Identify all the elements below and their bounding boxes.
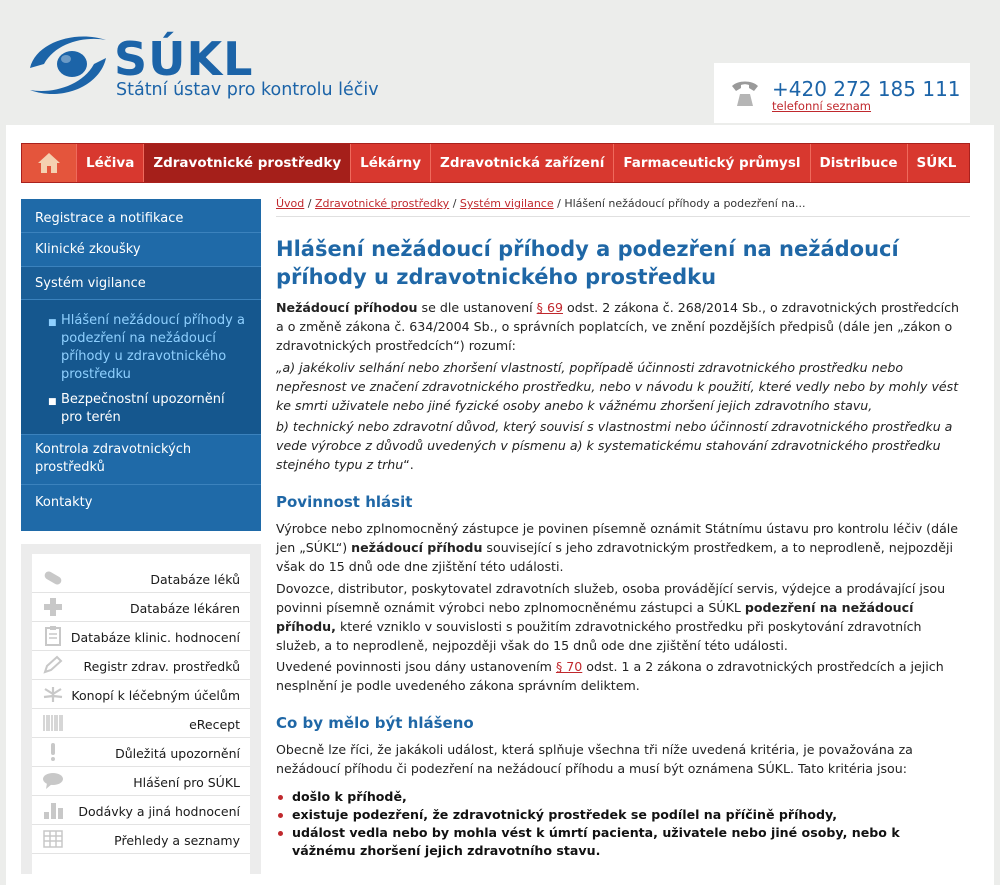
quick-link-databaze-klinic-hodnoceni[interactable]: Databáze klinic. hodnocení [32, 621, 250, 651]
article [276, 197, 970, 858]
breadcrumb: Úvod / Zdravotnické prostředky / Systém vigilance / Hlášení nežádoucí příhody a podezření na... [276, 197, 970, 217]
phone-number: +420 272 185 111 [772, 77, 961, 101]
nav-item-farmaceuticky-prumysl[interactable]: Farmaceutický průmysl [613, 144, 809, 182]
sidebar-subitem-hlaseni[interactable]: ■ Hlášení nežádoucí příhody a podezření na nežádoucí příhody u zdravotnického prostředku [21, 300, 261, 385]
pill-icon [42, 568, 64, 588]
section-heading-povinnost: Povinnost hlásit [276, 493, 413, 511]
quick-link-databaze-leku[interactable]: Databáze léků [32, 563, 250, 593]
cannabis-leaf-icon [42, 684, 64, 704]
nav-item-leciva[interactable]: Léčiva [76, 144, 143, 182]
quick-link-konopi[interactable]: Konopí k léčebným účelům [32, 679, 250, 709]
definition-quote-b: b) technický nebo zdravotní důvod, který souvisí s vlastnostmi nebo účinností zdravotnického prostředku a vede výrobce z důvodů uvedených v písmenu a) k systematickému stahování zdravotnického prostředku stejného typu z trhu“. [276, 419, 953, 472]
logo-name: SÚKL [114, 32, 254, 86]
sidebar-item-kontrola[interactable]: Kontrola zdravotnických prostředků [21, 435, 261, 485]
quick-link-registr-zdrav-prostredku[interactable]: Registr zdrav. prostředků [32, 650, 250, 680]
sidebar-subitem-label: Bezpečnostní upozornění pro terén [61, 392, 225, 425]
duty-paragraph-2: Dovozce, distributor, poskytovatel zdravotních služeb, osoba provádějící servis, výdejce a prodávající jsou povinni písemně oznámit výrobci nebo zplnomocněnému zástupci a SÚKL podezření na nežádoucí příhodu, které vzniklo v souvislosti s použitím zdravotnického prostředku při poskytování zdravotních služeb, a to neprodleně, nejpozději však do 15 dnů ode dne zjištění této události. [276, 581, 946, 653]
breadcrumb-home[interactable]: Úvod [276, 197, 305, 210]
quick-link-databaze-lekaren[interactable]: Databáze lékáren [32, 592, 250, 622]
clipboard-icon [42, 626, 64, 646]
nav-item-zdravotnicke-prostredky[interactable]: Zdravotnické prostředky [143, 144, 350, 182]
nav-item-lekarny[interactable]: Lékárny [350, 144, 430, 182]
list-item: událost vedla nebo by mohla vést k úmrtí pacienta, uživatele nebo jiné osoby, nebo k vážnému zhoršení jejich zdravotního stavu. [276, 824, 966, 860]
sidebar-item-system-vigilance[interactable]: Systém vigilance [21, 267, 261, 300]
phone-box [714, 63, 970, 123]
list-item: došlo k příhodě, [276, 788, 966, 806]
sukl-logo[interactable] [26, 26, 386, 106]
nav-item-zdravotnicka-zarizeni[interactable]: Zdravotnická zařízení [430, 144, 613, 182]
sidebar-item-klinicke-zkousky[interactable]: Klinické zkoušky [21, 233, 261, 267]
main-nav [21, 143, 970, 183]
quick-link-prehledy[interactable]: Přehledy a seznamy [32, 824, 250, 854]
quick-link-dulezita-upozorneni[interactable]: Důležitá upozornění [32, 737, 250, 767]
sidebar-item-registrace[interactable]: Registrace a notifikace [21, 199, 261, 233]
home-icon [37, 152, 61, 174]
quick-link-dodavky[interactable]: Dodávky a jiná hodnocení [32, 795, 250, 825]
quick-link-erecept[interactable]: eRecept [32, 708, 250, 738]
quick-links-panel [21, 544, 261, 874]
sidebar-item-kontakty[interactable]: Kontakty [35, 495, 93, 510]
cross-icon [42, 597, 64, 617]
duty-paragraph-3: Uvedené povinnosti jsou dány ustanovením § 70 odst. 1 a 2 zákona o zdravotnických prostředcích a jejich nesplnění je podle uvedeného zákona správním deliktem. [276, 659, 944, 693]
breadcrumb-current: Hlášení nežádoucí příhody a podezření na... [564, 197, 806, 210]
intro-paragraph: Nežádoucí příhodou se dle ustanovení § 69 odst. 2 zákona č. 268/2014 Sb., o zdravotnických prostředcích a o změně zákona č. 634/2004 Sb., o správních poplatcích, ve znění pozdějších předpisů (dále jen „zákon o zdravotnických prostředcích“) rozumí: [276, 300, 960, 353]
breadcrumb-system-vigilance[interactable]: Systém vigilance [459, 197, 554, 210]
pen-icon [42, 655, 64, 675]
nav-item-sukl[interactable]: SÚKL [907, 144, 966, 182]
report-paragraph: Obecně lze říci, že jakákoli událost, která splňuje všechna tři níže uvedená kritéria, je považována za nežádoucí příhodu či podezření na nežádoucí příhodu a musí být oznámena SÚKL. Tato kritéria jsou: [276, 742, 913, 776]
law-link-69[interactable]: § 69 [536, 300, 563, 315]
speech-bubble-icon [42, 771, 64, 791]
nav-item-distribuce[interactable]: Distribuce [810, 144, 907, 182]
phone-icon [728, 80, 762, 110]
sidebar-subitem-bezpecnostni-upozorneni[interactable]: ■ Bezpečnostní upozornění pro terén [21, 385, 261, 435]
exclamation-icon [42, 742, 64, 762]
grid-icon [42, 829, 64, 849]
law-link-70[interactable]: § 70 [555, 659, 583, 674]
page-title: Hlášení nežádoucí příhody a podezření na nežádoucí příhody u zdravotnického prostředku [276, 237, 899, 289]
list-item: existuje podezření, že zdravotnický prostředek se podílel na příčině příhody, [276, 806, 966, 824]
barcode-icon [42, 713, 64, 733]
quick-link-hlaseni-pro-sukl[interactable]: Hlášení pro SÚKL [32, 766, 250, 796]
breadcrumb-zdravotnicke-prostredky[interactable]: Zdravotnické prostředky [314, 197, 450, 210]
bar-chart-icon [42, 800, 64, 820]
criteria-list [276, 788, 966, 860]
definition-quote-a: „a) jakékoliv selhání nebo zhoršení vlastností, popřípadě účinnosti zdravotnického prostředku nebo nepřesnost ve značení zdravotnického prostředku, nebo v návodu k použití, které vedly nebo by mohly vést ke smrti uživatele nebo jiné fyzické osoby anebo k vážnému zhoršení jejich zdravotního stavu, [276, 360, 959, 413]
sidebar-subitem-label: Hlášení nežádoucí příhody a podezření na nežádoucí příhody u zdravotnického prostředku [61, 313, 245, 382]
eye-logo-icon [26, 28, 110, 104]
duty-paragraph-1: Výrobce nebo zplnomocněný zástupce je povinen písemně oznámit Státnímu ústavu pro kontrolu léčiv (dále jen „SÚKL“) nežádoucí příhodu související s jeho zdravotnickým prostředkem, a to neprodleně, nejpozději však do 15 dnů ode dne zjištění této události. [276, 521, 959, 574]
home-button[interactable] [22, 144, 76, 182]
section-heading-co-hlasit: Co by mělo být hlášeno [276, 714, 474, 732]
logo-subtitle: Státní ústav pro kontrolu léčiv [116, 80, 379, 100]
sidebar [21, 199, 261, 531]
phone-directory-link[interactable]: telefonní seznam [772, 99, 872, 113]
